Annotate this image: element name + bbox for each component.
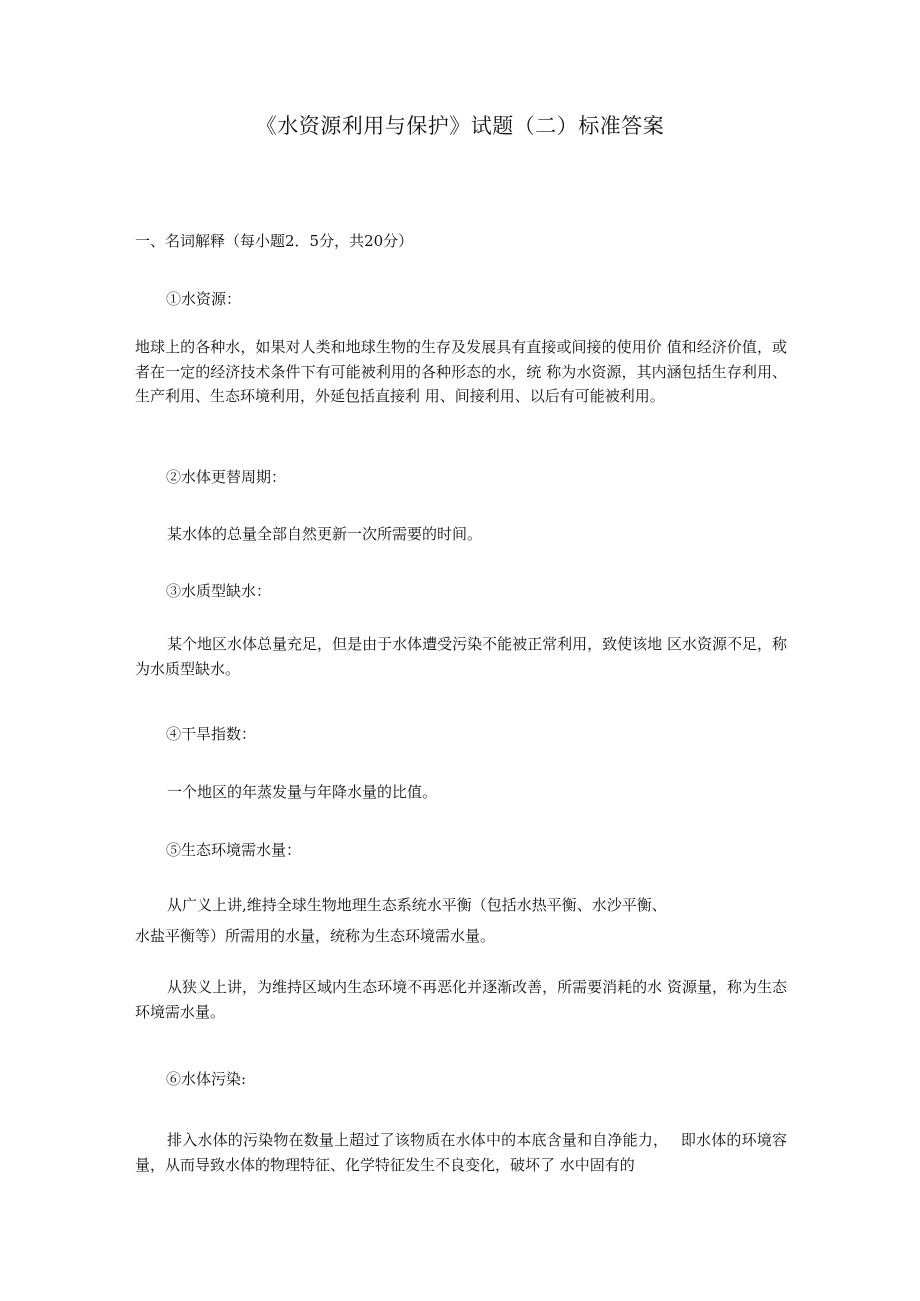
definition-eco-broad-line1: 从广义上讲,维持全球生物地理生态系统水平衡（包括水热平衡、水沙平衡、 xyxy=(167,896,667,914)
definition-water-pollution: 排入水体的污染物在数量上超过了该物质在水体中的本底含量和自净能力， 即水体的环境容量，从而导致水体的物理特征、化学特征发生不良变化，破坏了 水中固有的 xyxy=(135,1131,787,1174)
definition-drought-index: 一个地区的年蒸发量与年降水量的比值。 xyxy=(167,783,438,801)
definition-quality-shortage: 某个地区水体总量充足，但是由于水体遭受污染不能被正常利用，致使该地 区水资源不足，称为水质型缺水。 xyxy=(135,635,787,678)
term-label-quality-shortage: ③水质型缺水： xyxy=(166,582,272,600)
definition-eco-narrow: 从狭义上讲，为维持区域内生态环境不再恶化并逐渐改善，所需要消耗的水 资源量，称为生态环境需水量。 xyxy=(135,978,787,1021)
term-label-drought-index: ④干旱指数： xyxy=(166,725,257,743)
definition-eco-broad-line2: 水盐平衡等）所需用的水量，统称为生态环境需水量。 xyxy=(135,927,496,945)
document-title: 《水资源利用与保护》试题（二）标准答案 xyxy=(255,114,665,138)
definition-water-resources: 地球上的各种水，如果对人类和地球生物的生存及发展具有直接或间接的使用价 值和经济价值，或者在一定的经济技术条件下有可能被利用的各种形态的水，统 称为水资源，其内涵包括生存利用、生产利用、生态环境利用，外延包括直接利 用、间接利用、以后有可能被利用。 xyxy=(135,338,787,405)
section-heading: 一、名词解释（每小题2．5分，共20分） xyxy=(135,232,414,250)
term-label-renewal-period: ②水体更替周期： xyxy=(166,468,287,486)
term-label-eco-water-demand: ⑤生态环境需水量： xyxy=(166,841,302,859)
definition-renewal-period: 某水体的总量全部自然更新一次所需要的时间。 xyxy=(167,525,483,543)
term-label-water-resources: ①水资源： xyxy=(166,290,242,308)
term-label-water-pollution: ⑥水体污染: xyxy=(166,1070,247,1088)
